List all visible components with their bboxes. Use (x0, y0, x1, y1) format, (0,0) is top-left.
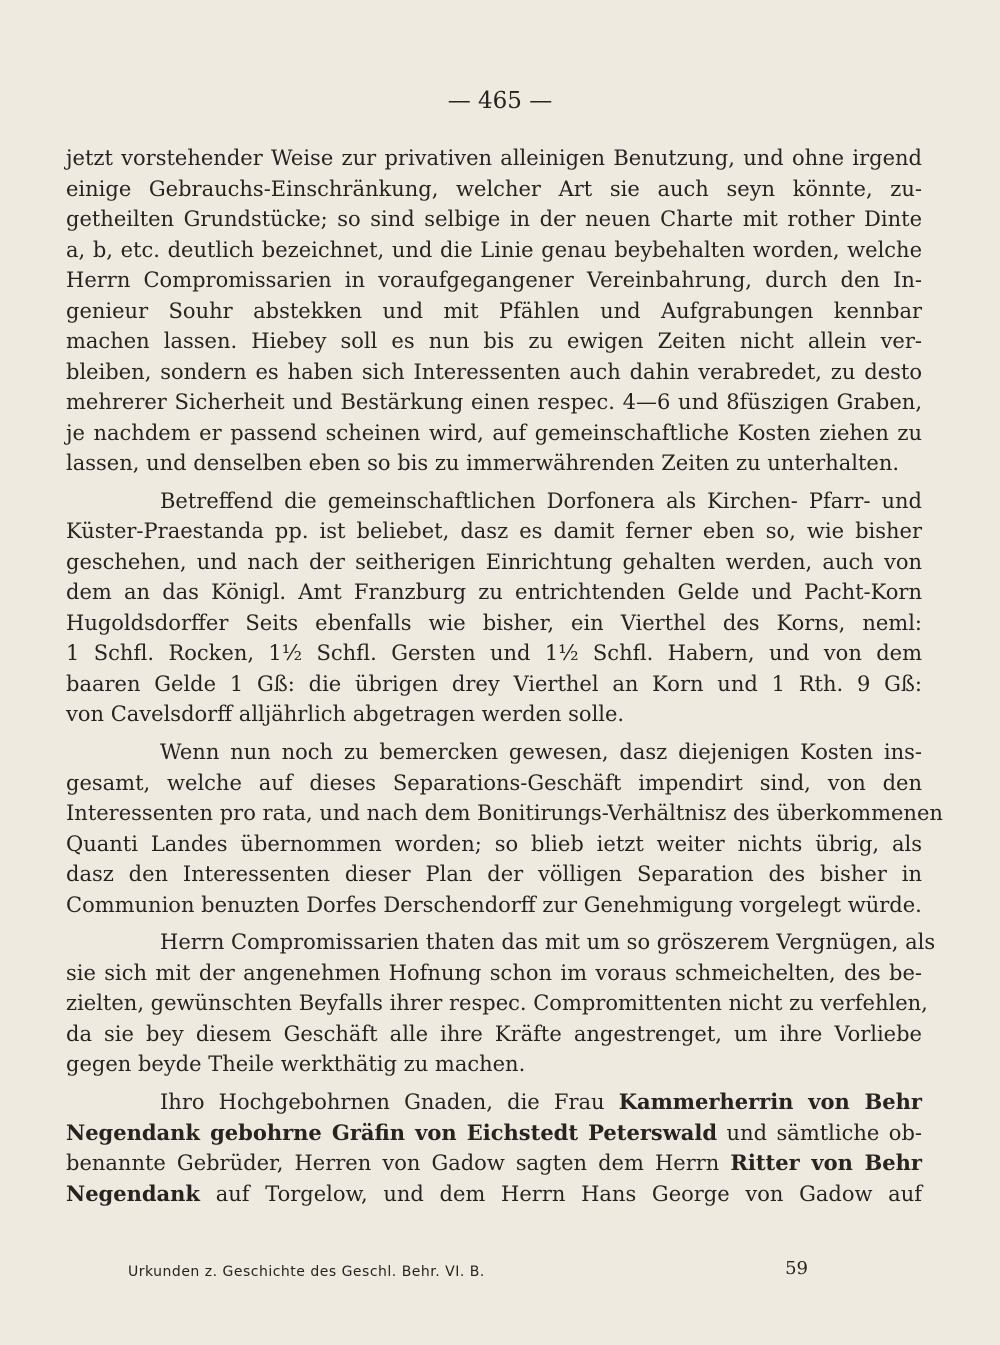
text-line: dasz den Interessenten dieser Plan der völligen Separation des bisher in (66, 862, 922, 887)
name-emphasis: Negendank gebohrne Gräfin von Eichstedt Peterswald (66, 1119, 718, 1145)
footer-note: Urkunden z. Geschichte des Geschl. Behr. VI. B. (128, 1264, 485, 1280)
page-footer (128, 1258, 808, 1288)
text-line: Ihro Hochgebohrnen Gnaden, die Frau Kammerherrin von Behr (160, 1089, 922, 1115)
text-line: dem an das Königl. Amt Franzburg zu entrichtenden Gelde und Pacht-Korn (66, 580, 922, 605)
text-line: genieur Souhr abstekken und mit Pfählen und Aufgrabungen kennbar (66, 298, 922, 323)
paragraph (66, 1087, 922, 1209)
text-line: jetzt vorstehender Weise zur privativen alleinigen Benutzung, und ohne irgend (66, 146, 922, 170)
text-line: geschehen, und nach der seitherigen Einrichtung gehalten werden, auch von (66, 549, 922, 574)
text-line: gesamt, welche auf dieses Separations-Geschäft impendirt sind, von den (66, 770, 922, 795)
text-line: lassen, und denselben eben so bis zu immerwährenden Zeiten zu unterhalten. (66, 451, 900, 475)
signature-mark: 59 (785, 1258, 808, 1279)
text-line: Negendank gebohrne Gräfin von Eichstedt Peterswald und sämtliche ob- (66, 1119, 922, 1145)
text-line: einige Gebrauchs-Einschränkung, welcher Art sie auch seyn könnte, zu- (66, 176, 922, 201)
name-emphasis: Ritter von Behr (730, 1150, 922, 1176)
paragraph (66, 486, 922, 730)
text-line: Communion benuzten Dorfes Derschendorff zur Genehmigung vorgelegt würde. (66, 892, 922, 917)
text-line: Quanti Landes übernommen worden; so blieb ietzt weiter nichts übrig, als (66, 831, 922, 856)
text-line: baaren Gelde 1 Gß: die übrigen drey Vierthel an Korn und 1 Rth. 9 Gß: (66, 671, 922, 696)
text-line: Wenn nun noch zu bemercken gewesen, dasz diejenigen Kosten ins- (160, 740, 922, 765)
text-line: mehrerer Sicherheit und Bestärkung einen respec. 4—6 und 8füszigen Graben, (66, 390, 922, 414)
text-line: da sie bey diesem Geschäft alle ihre Kräfte angestrenget, um ihre Vorliebe (66, 1021, 922, 1046)
paragraph (66, 927, 936, 1080)
text-line: 1 Schfl. Rocken, 1½ Schfl. Gersten und 1½ Schfl. Habern, und von dem (66, 641, 922, 666)
name-emphasis: Kammerherrin von Behr (618, 1089, 922, 1115)
body-text (66, 143, 943, 1216)
text-line: a, b, etc. deutlich bezeichnet, und die Linie genau beybehalten worden, welche (66, 237, 922, 262)
name-emphasis: Negendank (66, 1180, 200, 1206)
text-line: zielten, gewünschten Beyfalls ihrer respec. Compromittenten nicht zu verfehlen, (66, 991, 928, 1016)
text-line: Herrn Compromissarien in voraufgegangener Vereinbahrung, durch den In- (66, 268, 922, 292)
page-number: — 465 — (447, 88, 553, 114)
text-line: machen lassen. Hiebey soll es nun bis zu ewigen Zeiten nicht allein ver- (66, 329, 922, 353)
text-line: Negendank auf Torgelow, und dem Herrn Hans George von Gadow auf (66, 1180, 922, 1206)
text-line: Hugoldsdorffer Seits ebenfalls wie bisher, ein Vierthel des Korns, neml: (66, 610, 922, 635)
text-line: je nachdem er passend scheinen wird, auf gemeinschaftliche Kosten ziehen zu (66, 420, 922, 445)
text-line: benannte Gebrüder, Herren von Gadow sagten dem Herrn Ritter von Behr (66, 1150, 922, 1176)
text-line: Küster-Praestanda pp. ist beliebet, dasz es damit ferner eben so, wie bisher (66, 519, 922, 544)
text-line: gegen beyde Theile werkthätig zu machen. (66, 1052, 526, 1077)
text-line: getheilten Grundstücke; so sind selbige in der neuen Charte mit rother Dinte (66, 207, 922, 231)
text-line: bleiben, sondern es haben sich Interessenten auch dahin verabredet, zu desto (66, 359, 922, 384)
text-line: sie sich mit der angenehmen Hofnung schon im voraus schmeichelten, des be- (66, 960, 922, 985)
text-line: von Cavelsdorff alljährlich abgetragen werden solle. (66, 702, 625, 727)
text-line: Herrn Compromissarien thaten das mit um so gröszerem Vergnügen, als (160, 930, 936, 955)
text-line: Betreffend die gemeinschaftlichen Dorfonera als Kirchen- Pfarr- und (160, 488, 922, 513)
paragraph (66, 737, 943, 920)
paragraph (66, 143, 922, 479)
text-line: Interessenten pro rata, und nach dem Bonitirungs-Verhältnisz des überkommenen (66, 801, 943, 826)
